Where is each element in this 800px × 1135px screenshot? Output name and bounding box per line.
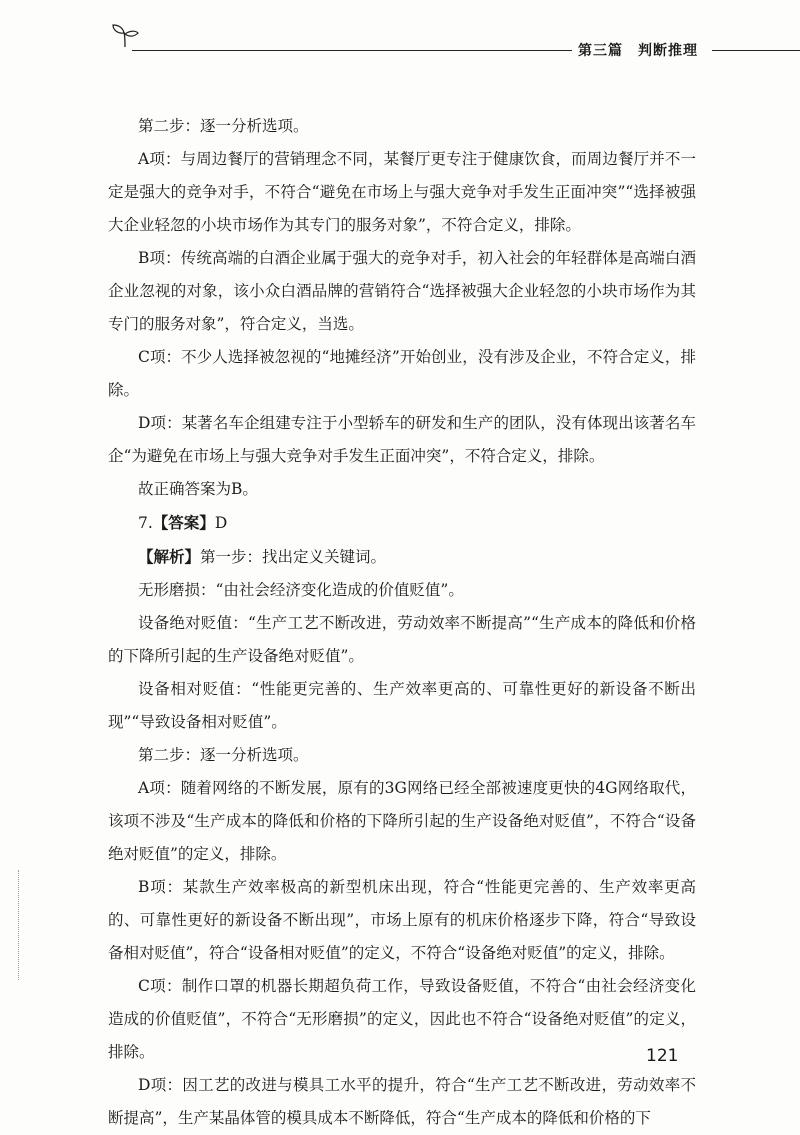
body-paragraph: B项：某款生产效率极高的新型机床出现，符合“性能更完善的、生产效率更高的、可靠性更好的新设备不断出现”，市场上原有的机床价格逐步下降，符合“导致设备相对贬值”，符合“设备相对贬值”的定义，不符合“设备绝对贬值”的定义，排除。 bbox=[108, 878, 696, 962]
page-body bbox=[108, 110, 696, 1135]
sprout-icon bbox=[110, 22, 140, 48]
answer-label: 【答案】 bbox=[152, 513, 215, 532]
body-paragraph: D项：某著名车企组建专注于小型轿车的研发和生产的团队，没有体现出该著名车企“为避免在市场上与强大竞争对手发生正面冲突”，不符合定义，排除。 bbox=[108, 414, 696, 465]
page-number: 121 bbox=[646, 1046, 679, 1066]
section-title: 第三篇 判断推理 bbox=[578, 43, 698, 59]
question-number: 7. bbox=[138, 514, 153, 532]
answer-value: D bbox=[214, 514, 228, 532]
analysis-label: 【解析】 bbox=[138, 547, 201, 566]
body-paragraph: C项：不少人选择被忽视的“地摊经济”开始创业，没有涉及企业，不符合定义，排除。 bbox=[108, 348, 696, 399]
page-header bbox=[0, 0, 800, 70]
header-rule-right bbox=[712, 50, 800, 51]
body-paragraph: C项：制作口罩的机器长期超负荷工作，导致设备贬值，不符合“由社会经济变化造成的价值贬值”，不符合“无形磨损”的定义，因此也不符合“设备绝对贬值”的定义，排除。 bbox=[108, 977, 696, 1061]
body-paragraph: B项：传统高端的白酒企业属于强大的竞争对手，初入社会的年轻群体是高端白酒企业忽视的对象，该小众白酒品牌的营销符合“选择被强大企业轻忽的小块市场作为其专门的服务对象”，符合定义，当选。 bbox=[108, 249, 696, 333]
body-paragraph: 设备相对贬值：“性能更完善的、生产效率更高的、可靠性更好的新设备不断出现”“导致设备相对贬值”。 bbox=[108, 680, 696, 731]
binding-margin-marks bbox=[18, 870, 21, 980]
analysis-line bbox=[108, 540, 696, 574]
body-paragraph: A项：随着网络的不断发展，原有的3G网络已经全部被速度更快的4G网络取代，该项不涉及“生产成本的降低和价格的下降所引起的生产设备绝对贬值”，不符合“设备绝对贬值”的定义，排除。 bbox=[108, 779, 696, 863]
body-paragraph: 第二步：逐一分析选项。 bbox=[138, 746, 309, 764]
body-paragraph: 故正确答案为B。 bbox=[138, 480, 258, 498]
header-rule-left bbox=[132, 50, 572, 51]
analysis-text: 第一步：找出定义关键词。 bbox=[200, 548, 387, 566]
answer-line bbox=[108, 506, 696, 540]
body-paragraph: 设备绝对贬值：“生产工艺不断改进，劳动效率不断提高”“生产成本的降低和价格的下降所引起的生产设备绝对贬值”。 bbox=[108, 614, 696, 665]
body-paragraph: D项：因工艺的改进与模具工水平的提升，符合“生产工艺不断改进，劳动效率不断提高”，生产某晶体管的模具成本不断降低，符合“生产成本的降低和价格的下 bbox=[108, 1076, 696, 1127]
body-paragraph: 第二步：逐一分析选项。 bbox=[138, 117, 309, 135]
body-paragraph: 无形磨损：“由社会经济变化造成的价值贬值”。 bbox=[138, 581, 464, 599]
body-paragraph: A项：与周边餐厅的营销理念不同，某餐厅更专注于健康饮食，而周边餐厅并不一定是强大的竞争对手，不符合“避免在市场上与强大竞争对手发生正面冲突”“选择被强大企业轻忽的小块市场作为其专门的服务对象”，不符合定义，排除。 bbox=[108, 150, 696, 234]
